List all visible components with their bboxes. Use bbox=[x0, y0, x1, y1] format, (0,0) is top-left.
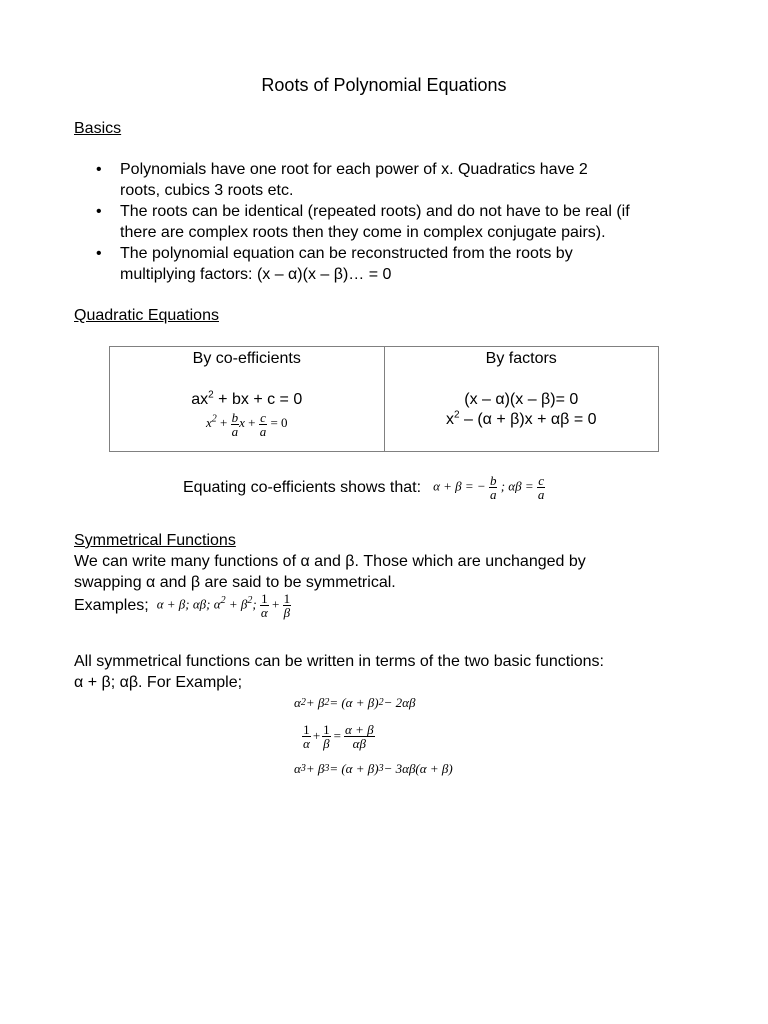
fraction-one-over-alpha bbox=[302, 723, 311, 750]
identity-sum-of-squares: α 2 + β 2 = (α + β) 2 − 2αβ bbox=[294, 695, 416, 710]
math-plus: + bbox=[312, 728, 321, 743]
fraction-num: α + β bbox=[345, 721, 374, 737]
by-factors-column bbox=[384, 347, 659, 451]
fraction-one-over-alpha bbox=[260, 592, 269, 619]
symmetric-text-line: swapping α and β are said to be symmetrical. bbox=[74, 574, 396, 591]
eq-sup: 2 bbox=[208, 389, 214, 401]
math-part: α bbox=[294, 695, 301, 710]
bullet-line: The polynomial equation can be reconstructed from the roots by bbox=[120, 245, 573, 262]
math-part: = (α + β) bbox=[329, 761, 379, 776]
bullet-line: multiplying factors: (x – α)(x – β)… = 0 bbox=[120, 266, 392, 283]
eq-sup: 2 bbox=[453, 409, 460, 421]
all-symmetric-text-line: All symmetrical functions can be written in terms of the two basic functions: bbox=[74, 653, 604, 670]
examples-label: Examples; bbox=[74, 597, 149, 614]
math-sup: 2 bbox=[211, 414, 217, 426]
bullet-dot: • bbox=[96, 203, 102, 220]
equating-text: Equating co-efficients shows that: bbox=[183, 479, 422, 496]
fraction-den: β bbox=[283, 605, 291, 620]
fraction-num: 1 bbox=[323, 721, 330, 737]
equating-coefficients-row bbox=[183, 474, 545, 501]
fraction-den: a bbox=[489, 487, 497, 502]
eq-part: + bx + c = 0 bbox=[213, 391, 303, 408]
fraction-den: a bbox=[537, 487, 545, 502]
fraction-sum-over-product bbox=[344, 723, 375, 750]
expanded-factored-equation bbox=[385, 410, 659, 430]
fraction-den: α bbox=[303, 735, 310, 751]
fraction-one-over-beta bbox=[322, 723, 331, 750]
fraction-den: α bbox=[260, 605, 268, 620]
math-part: + β bbox=[225, 596, 248, 612]
bullet-item-2 bbox=[96, 201, 716, 243]
fraction-num: 1 bbox=[261, 591, 268, 606]
fraction-num: 1 bbox=[283, 591, 291, 606]
symmetrical-functions-heading: Symmetrical Functions bbox=[74, 532, 236, 549]
fraction-den: β bbox=[323, 735, 330, 751]
math-plus: + bbox=[248, 415, 256, 431]
examples-row bbox=[74, 592, 291, 619]
math-part: ; αβ = bbox=[500, 478, 534, 494]
math-expression bbox=[205, 410, 288, 439]
math-sup: 2 bbox=[220, 595, 226, 607]
factored-equation: (x – α)(x – β)= 0 bbox=[464, 391, 579, 408]
math-part: − 3αβ(α + β) bbox=[383, 761, 453, 776]
math-part: − 2αβ bbox=[383, 695, 416, 710]
math-part: α + β; αβ; α bbox=[156, 596, 221, 612]
fraction-num: 1 bbox=[303, 721, 310, 737]
bullet-line: The roots can be identical (repeated roots) and do not have to be real (if bbox=[120, 203, 630, 220]
fraction-b-over-a bbox=[231, 411, 240, 438]
math-x: x bbox=[205, 415, 212, 431]
bullet-dot: • bbox=[96, 245, 102, 262]
identity-reciprocal-sum bbox=[302, 714, 453, 758]
fraction-num: c bbox=[538, 473, 544, 488]
fraction-den: a bbox=[231, 424, 239, 439]
by-factors-heading: By factors bbox=[485, 350, 557, 367]
fraction-b-over-a bbox=[489, 474, 498, 501]
math-part: α bbox=[294, 761, 301, 776]
math-part: α + β = − bbox=[433, 478, 486, 494]
examples-math bbox=[157, 592, 291, 619]
fraction-num: b bbox=[231, 410, 239, 425]
basics-heading: Basics bbox=[74, 120, 122, 137]
math-equals: = bbox=[333, 728, 342, 743]
fraction-num: b bbox=[489, 473, 497, 488]
math-part: ; bbox=[252, 596, 257, 612]
fraction-num: c bbox=[260, 410, 266, 425]
symmetric-text-line: We can write many functions of α and β. Those which are unchanged by bbox=[74, 553, 586, 570]
by-coefficients-column bbox=[110, 347, 384, 451]
math-part: + β bbox=[305, 761, 325, 776]
math-x: x bbox=[239, 415, 245, 431]
symmetric-identities bbox=[294, 692, 453, 780]
eq-part: ax bbox=[191, 391, 209, 408]
math-part: + β bbox=[305, 695, 325, 710]
equating-result-math bbox=[433, 474, 545, 501]
normalized-quadratic-equation bbox=[110, 411, 384, 438]
eq-part: x bbox=[445, 411, 454, 428]
bullet-item-3 bbox=[96, 243, 716, 285]
bullet-line: Polynomials have one root for each power of x. Quadratics have 2 bbox=[120, 161, 588, 178]
identity-sum-of-cubes: α 3 + β 3 = (α + β) 3 − 3αβ(α + β) bbox=[294, 761, 453, 776]
fraction-c-over-a bbox=[537, 474, 546, 501]
quadratic-heading: Quadratic Equations bbox=[74, 307, 219, 324]
all-symmetric-text-line: α + β; αβ. For Example; bbox=[74, 674, 243, 691]
math-part: = (α + β) bbox=[329, 695, 379, 710]
math-plus: + bbox=[271, 596, 280, 612]
by-coefficients-heading: By co-efficients bbox=[192, 350, 301, 367]
math-plus: + bbox=[219, 415, 228, 431]
bullet-line: roots, cubics 3 roots etc. bbox=[120, 182, 294, 199]
eq-part: – (α + β)x + αβ = 0 bbox=[459, 411, 597, 428]
bullet-item-1 bbox=[96, 159, 716, 201]
bullet-line: there are complex roots then they come in complex conjugate pairs). bbox=[120, 224, 606, 241]
math-sup: 2 bbox=[247, 595, 253, 607]
fraction-den: αβ bbox=[352, 735, 366, 751]
fraction-one-over-beta bbox=[283, 592, 292, 619]
coefficient-table bbox=[109, 346, 659, 452]
page-title: Roots of Polynomial Equations bbox=[261, 75, 507, 95]
math-equals-zero: = 0 bbox=[270, 415, 288, 431]
general-quadratic-equation bbox=[110, 390, 384, 410]
bullet-dot: • bbox=[96, 161, 102, 178]
fraction-c-over-a bbox=[259, 411, 268, 438]
fraction-den: a bbox=[259, 424, 267, 439]
basics-bullet-list bbox=[96, 159, 716, 285]
